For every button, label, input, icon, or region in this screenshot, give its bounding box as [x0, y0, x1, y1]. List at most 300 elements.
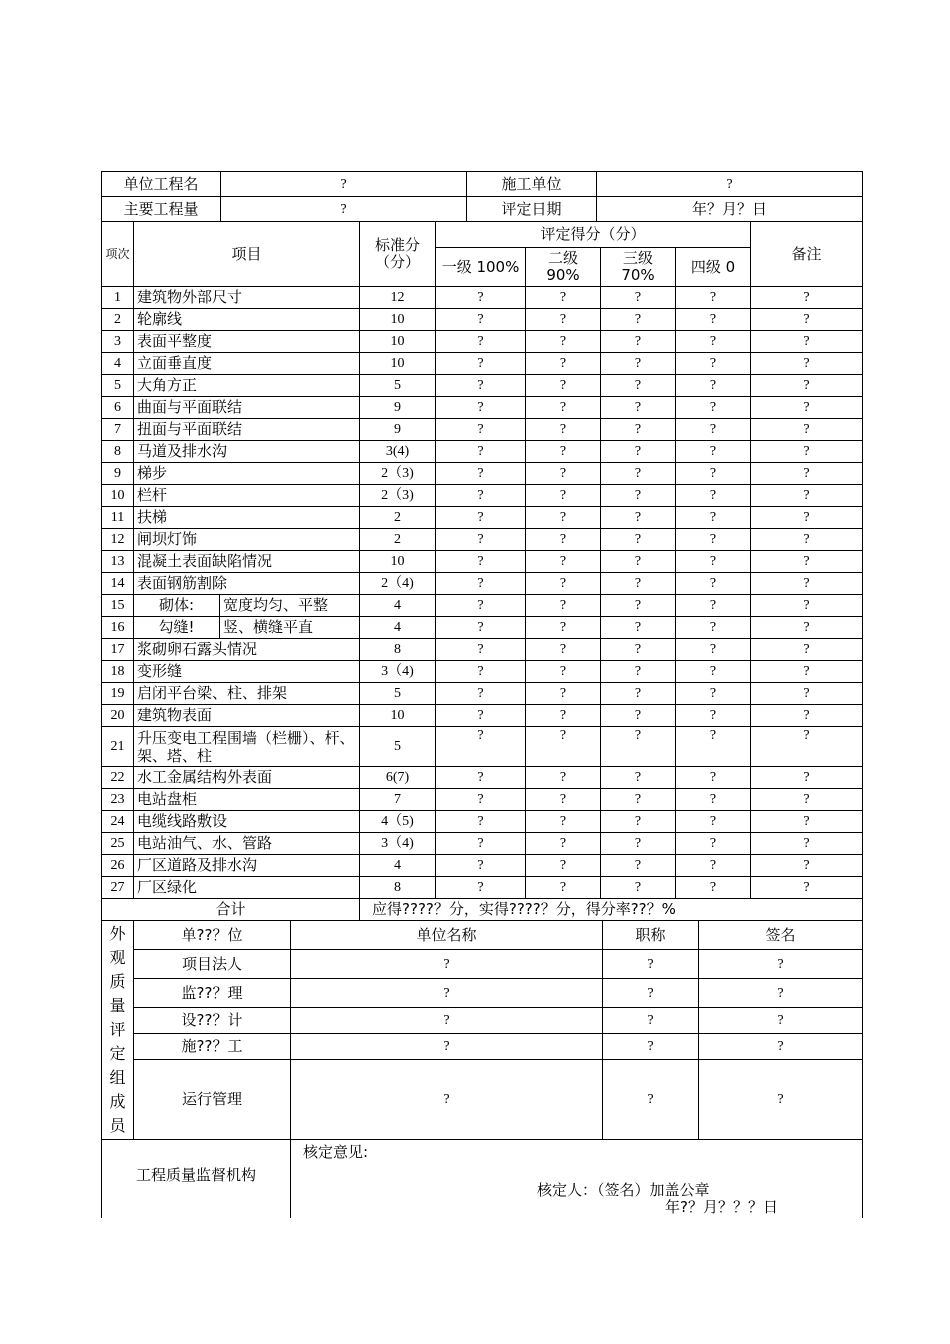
row-grade4-cell: ? [676, 877, 751, 899]
score-rows [102, 287, 863, 899]
row-grade3-cell: ? [601, 789, 676, 811]
row-grade1-cell: ? [436, 375, 526, 397]
col-index-header: 项次 [102, 222, 134, 287]
row-item: 轮廓线 [134, 309, 360, 331]
row-item: 厂区道路及排水沟 [134, 855, 360, 877]
row-grade4-cell: ? [676, 353, 751, 375]
row-item: 闸坝灯饰 [134, 529, 360, 551]
row-grade1-cell: ? [436, 767, 526, 789]
row-grade1-cell: ? [436, 441, 526, 463]
supervision-opinion-cell [291, 1140, 863, 1218]
row-item: 马道及排水沟 [134, 441, 360, 463]
row-index: 1 [102, 287, 134, 309]
row-grade1-cell: ? [436, 353, 526, 375]
row-grade1-cell: ? [436, 419, 526, 441]
committee-col-unit: 单??？位 [134, 921, 291, 950]
row-grade1-cell: ? [436, 683, 526, 705]
col-grade3-header: 三级 70% [601, 248, 676, 287]
total-text: 应得????？分，实得????？分，得分率??？% [360, 899, 863, 921]
committee-title-cell: ? [603, 1060, 699, 1140]
row-standard-score: 6(7) [360, 767, 436, 789]
row-index: 3 [102, 331, 134, 353]
col-remark-header: 备注 [751, 222, 863, 287]
table-row [102, 661, 863, 683]
row-index: 19 [102, 683, 134, 705]
row-grade4-cell: ? [676, 331, 751, 353]
row-standard-score: 8 [360, 639, 436, 661]
row-index: 6 [102, 397, 134, 419]
supervision-label: 工程质量监督机构 [102, 1140, 291, 1218]
row-remark-cell: ? [751, 573, 863, 595]
row-grade2-cell: ? [526, 463, 601, 485]
col-score-group-header: 评定得分（分） [436, 222, 751, 248]
row-item: 表面平整度 [134, 331, 360, 353]
table-row [102, 353, 863, 375]
committee-col-name: 单位名称 [291, 921, 603, 950]
supervision-signer: 核定人：（签名）加盖公章 [537, 1181, 710, 1199]
row-grade4-cell: ? [676, 507, 751, 529]
row-standard-score: 8 [360, 877, 436, 899]
table-row [102, 529, 863, 551]
row-remark-cell: ? [751, 419, 863, 441]
row-grade4-cell: ? [676, 397, 751, 419]
row-grade2-cell: ? [526, 683, 601, 705]
supervision-opinion: 核定意见: [303, 1143, 369, 1161]
row-grade4-cell: ? [676, 855, 751, 877]
row-grade2-cell: ? [526, 639, 601, 661]
row-index: 9 [102, 463, 134, 485]
table-row [102, 639, 863, 661]
unit-name-label: 单位工程名 [102, 172, 221, 197]
row-grade1-cell: ? [436, 485, 526, 507]
row-item-part-b: 竖、横缝平直 [220, 617, 360, 639]
row-grade1-cell: ? [436, 573, 526, 595]
committee-title-cell: ? [603, 1034, 699, 1060]
row-grade4-cell: ? [676, 595, 751, 617]
row-index: 12 [102, 529, 134, 551]
row-standard-score: 10 [360, 705, 436, 727]
row-standard-score: 4 [360, 595, 436, 617]
row-grade3-cell: ? [601, 309, 676, 331]
row-index: 24 [102, 811, 134, 833]
row-remark-cell: ? [751, 661, 863, 683]
row-item: 电缆线路敷设 [134, 811, 360, 833]
committee-table [101, 920, 863, 1140]
row-item: 大角方正 [134, 375, 360, 397]
row-grade4-cell: ? [676, 529, 751, 551]
row-standard-score: 12 [360, 287, 436, 309]
row-grade4-cell: ? [676, 811, 751, 833]
row-standard-score: 3(4) [360, 441, 436, 463]
row-grade2-cell: ? [526, 833, 601, 855]
row-item: 电站盘柜 [134, 789, 360, 811]
row-grade3-cell: ? [601, 419, 676, 441]
row-grade1-cell: ? [436, 507, 526, 529]
table-row [102, 463, 863, 485]
row-item: 升压变电工程围墙（栏栅）、杆、架、塔、柱 [134, 727, 360, 767]
row-grade2-cell: ? [526, 331, 601, 353]
row-grade4-cell: ? [676, 485, 751, 507]
row-grade2-cell: ? [526, 661, 601, 683]
row-grade2-cell: ? [526, 617, 601, 639]
row-grade3-cell: ? [601, 485, 676, 507]
committee-unit-construction: 施??？工 [134, 1034, 291, 1060]
row-grade1-cell: ? [436, 661, 526, 683]
row-remark-cell: ? [751, 331, 863, 353]
row-grade1-cell: ? [436, 789, 526, 811]
row-remark-cell: ? [751, 309, 863, 331]
row-grade2-cell: ? [526, 507, 601, 529]
table-row [102, 855, 863, 877]
row-index: 7 [102, 419, 134, 441]
row-grade3-cell: ? [601, 833, 676, 855]
row-grade3-cell: ? [601, 877, 676, 899]
row-standard-score: 5 [360, 683, 436, 705]
row-item: 梯步 [134, 463, 360, 485]
row-item-part-a: 勾缝! [134, 617, 220, 639]
row-grade2-cell: ? [526, 855, 601, 877]
row-remark-cell: ? [751, 811, 863, 833]
row-grade2-cell: ? [526, 375, 601, 397]
row-item: 栏杆 [134, 485, 360, 507]
row-remark-cell: ? [751, 639, 863, 661]
evaluation-form [101, 171, 862, 1218]
row-index: 22 [102, 767, 134, 789]
supervision-table [101, 1139, 863, 1218]
row-item: 变形缝 [134, 661, 360, 683]
row-grade4-cell: ? [676, 441, 751, 463]
row-grade1-cell: ? [436, 727, 526, 767]
table-row [102, 375, 863, 397]
row-index: 14 [102, 573, 134, 595]
row-grade4-cell: ? [676, 705, 751, 727]
row-grade2-cell: ? [526, 287, 601, 309]
row-grade4-cell: ? [676, 419, 751, 441]
row-grade4-cell: ? [676, 375, 751, 397]
row-item: 厂区绿化 [134, 877, 360, 899]
row-standard-score: 3（4) [360, 661, 436, 683]
row-item: 立面垂直度 [134, 353, 360, 375]
row-grade4-cell: ? [676, 287, 751, 309]
row-grade2-cell: ? [526, 767, 601, 789]
row-standard-score: 2（3) [360, 463, 436, 485]
row-item: 启闭平台梁、柱、排架 [134, 683, 360, 705]
row-remark-cell: ? [751, 833, 863, 855]
eval-date-value: 年？月？日 [597, 197, 863, 222]
committee-unit-operation: 运行管理 [134, 1060, 291, 1140]
row-index: 16 [102, 617, 134, 639]
row-index: 2 [102, 309, 134, 331]
committee-title-cell: ? [603, 1008, 699, 1034]
row-grade3-cell: ? [601, 375, 676, 397]
committee-title-cell: ? [603, 950, 699, 979]
committee-sign-cell: ? [699, 950, 863, 979]
table-row [102, 441, 863, 463]
committee-name-cell: ? [291, 950, 603, 979]
row-standard-score: 9 [360, 419, 436, 441]
row-grade4-cell: ? [676, 617, 751, 639]
row-grade4-cell: ? [676, 683, 751, 705]
row-grade3-cell: ? [601, 705, 676, 727]
row-grade4-cell: ? [676, 573, 751, 595]
col-item-header: 项目 [134, 222, 360, 287]
table-row [102, 287, 863, 309]
row-remark-cell: ? [751, 507, 863, 529]
row-standard-score: 4 [360, 855, 436, 877]
row-grade2-cell: ? [526, 353, 601, 375]
row-index: 13 [102, 551, 134, 573]
row-grade1-cell: ? [436, 877, 526, 899]
row-grade2-cell: ? [526, 789, 601, 811]
row-item: 电站油气、水、管路 [134, 833, 360, 855]
row-remark-cell: ? [751, 485, 863, 507]
table-row [102, 617, 863, 639]
committee-title-cell: ? [603, 979, 699, 1008]
row-grade2-cell: ? [526, 397, 601, 419]
row-standard-score: 2（3) [360, 485, 436, 507]
committee-sign-cell: ? [699, 1060, 863, 1140]
row-index: 21 [102, 727, 134, 767]
row-grade4-cell: ? [676, 463, 751, 485]
row-remark-cell: ? [751, 551, 863, 573]
row-index: 26 [102, 855, 134, 877]
row-grade4-cell: ? [676, 309, 751, 331]
row-grade3-cell: ? [601, 617, 676, 639]
construction-unit-label: 施工单位 [467, 172, 597, 197]
row-grade4-cell: ? [676, 833, 751, 855]
committee-name-cell: ? [291, 979, 603, 1008]
col-grade1-header: 一级 100% [436, 248, 526, 287]
row-remark-cell: ? [751, 441, 863, 463]
table-row [102, 595, 863, 617]
row-remark-cell: ? [751, 789, 863, 811]
row-remark-cell: ? [751, 595, 863, 617]
row-remark-cell: ? [751, 705, 863, 727]
table-row [102, 789, 863, 811]
table-row [102, 811, 863, 833]
row-grade1-cell: ? [436, 287, 526, 309]
table-row [102, 877, 863, 899]
row-grade2-cell: ? [526, 705, 601, 727]
row-standard-score: 4（5) [360, 811, 436, 833]
row-index: 5 [102, 375, 134, 397]
table-row [102, 419, 863, 441]
committee-col-sign: 签名 [699, 921, 863, 950]
row-grade3-cell: ? [601, 463, 676, 485]
col-grade2-header: 二级 90% [526, 248, 601, 287]
row-grade1-cell: ? [436, 463, 526, 485]
row-index: 4 [102, 353, 134, 375]
row-remark-cell: ? [751, 463, 863, 485]
construction-unit-value: ? [597, 172, 863, 197]
row-grade3-cell: ? [601, 507, 676, 529]
row-grade1-cell: ? [436, 397, 526, 419]
row-grade4-cell: ? [676, 551, 751, 573]
row-remark-cell: ? [751, 529, 863, 551]
row-grade1-cell: ? [436, 705, 526, 727]
supervision-date: 年?？月？？？日 [665, 1198, 778, 1216]
row-remark-cell: ? [751, 767, 863, 789]
table-row [102, 833, 863, 855]
row-grade3-cell: ? [601, 353, 676, 375]
row-index: 18 [102, 661, 134, 683]
row-grade3-cell: ? [601, 441, 676, 463]
score-table [101, 221, 863, 921]
row-item: 曲面与平面联结 [134, 397, 360, 419]
committee-sign-cell: ? [699, 1008, 863, 1034]
table-row [102, 727, 863, 767]
row-grade2-cell: ? [526, 529, 601, 551]
committee-unit-legal: 项目法人 [134, 950, 291, 979]
row-standard-score: 10 [360, 309, 436, 331]
row-index: 25 [102, 833, 134, 855]
row-standard-score: 4 [360, 617, 436, 639]
committee-unit-design: 设??？计 [134, 1008, 291, 1034]
row-item: 水工金属结构外表面 [134, 767, 360, 789]
header-table [101, 171, 863, 222]
row-grade2-cell: ? [526, 419, 601, 441]
row-grade1-cell: ? [436, 617, 526, 639]
row-grade3-cell: ? [601, 331, 676, 353]
row-grade1-cell: ? [436, 595, 526, 617]
row-grade3-cell: ? [601, 767, 676, 789]
row-grade2-cell: ? [526, 727, 601, 767]
row-index: 8 [102, 441, 134, 463]
main-quantity-value: ? [221, 197, 467, 222]
row-standard-score: 5 [360, 375, 436, 397]
row-grade3-cell: ? [601, 551, 676, 573]
row-grade1-cell: ? [436, 833, 526, 855]
row-grade3-cell: ? [601, 529, 676, 551]
row-grade1-cell: ? [436, 309, 526, 331]
row-grade2-cell: ? [526, 595, 601, 617]
row-grade2-cell: ? [526, 877, 601, 899]
row-grade3-cell: ? [601, 811, 676, 833]
row-grade3-cell: ? [601, 661, 676, 683]
row-remark-cell: ? [751, 727, 863, 767]
row-remark-cell: ? [751, 855, 863, 877]
row-grade1-cell: ? [436, 811, 526, 833]
row-grade4-cell: ? [676, 727, 751, 767]
row-grade4-cell: ? [676, 789, 751, 811]
table-row [102, 507, 863, 529]
row-index: 11 [102, 507, 134, 529]
row-index: 27 [102, 877, 134, 899]
row-index: 20 [102, 705, 134, 727]
table-row [102, 331, 863, 353]
row-item: 浆砌卵石露头情况 [134, 639, 360, 661]
row-standard-score: 10 [360, 353, 436, 375]
table-row [102, 573, 863, 595]
committee-name-cell: ? [291, 1008, 603, 1034]
committee-side-label: 外观质量评定组成员 [102, 921, 134, 1140]
row-standard-score: 10 [360, 551, 436, 573]
row-grade2-cell: ? [526, 551, 601, 573]
table-row [102, 309, 863, 331]
row-item: 扭面与平面联结 [134, 419, 360, 441]
row-remark-cell: ? [751, 287, 863, 309]
committee-name-cell: ? [291, 1034, 603, 1060]
row-grade1-cell: ? [436, 331, 526, 353]
row-grade3-cell: ? [601, 573, 676, 595]
table-row [102, 767, 863, 789]
total-label: 合计 [102, 899, 360, 921]
table-row [102, 397, 863, 419]
row-grade3-cell: ? [601, 397, 676, 419]
row-standard-score: 2 [360, 507, 436, 529]
row-item-part-b: 宽度均匀、平整 [220, 595, 360, 617]
row-standard-score: 9 [360, 397, 436, 419]
row-grade1-cell: ? [436, 855, 526, 877]
unit-name-value: ? [221, 172, 467, 197]
row-index: 10 [102, 485, 134, 507]
row-item: 建筑物外部尺寸 [134, 287, 360, 309]
row-grade4-cell: ? [676, 661, 751, 683]
row-index: 23 [102, 789, 134, 811]
main-quantity-label: 主要工程量 [102, 197, 221, 222]
committee-unit-supervision: 监??？理 [134, 979, 291, 1008]
committee-sign-cell: ? [699, 979, 863, 1008]
row-standard-score: 10 [360, 331, 436, 353]
row-remark-cell: ? [751, 397, 863, 419]
row-grade3-cell: ? [601, 683, 676, 705]
row-item: 混凝土表面缺陷情况 [134, 551, 360, 573]
row-grade3-cell: ? [601, 287, 676, 309]
row-standard-score: 5 [360, 727, 436, 767]
eval-date-label: 评定日期 [467, 197, 597, 222]
row-remark-cell: ? [751, 375, 863, 397]
row-grade2-cell: ? [526, 811, 601, 833]
col-grade4-header: 四级 0 [676, 248, 751, 287]
col-standard-header: 标准分（分） [360, 222, 436, 287]
row-grade2-cell: ? [526, 441, 601, 463]
row-standard-score: 2（4) [360, 573, 436, 595]
row-grade3-cell: ? [601, 855, 676, 877]
row-grade1-cell: ? [436, 551, 526, 573]
row-index: 17 [102, 639, 134, 661]
row-grade1-cell: ? [436, 639, 526, 661]
row-grade1-cell: ? [436, 529, 526, 551]
row-standard-score: 3（4) [360, 833, 436, 855]
row-item-part-a: 砌体: [134, 595, 220, 617]
row-remark-cell: ? [751, 877, 863, 899]
row-item: 表面钢筋割除 [134, 573, 360, 595]
row-grade3-cell: ? [601, 639, 676, 661]
row-grade4-cell: ? [676, 767, 751, 789]
table-row [102, 705, 863, 727]
row-item: 建筑物表面 [134, 705, 360, 727]
row-grade3-cell: ? [601, 727, 676, 767]
row-remark-cell: ? [751, 617, 863, 639]
row-grade2-cell: ? [526, 309, 601, 331]
row-grade4-cell: ? [676, 639, 751, 661]
row-item: 扶梯 [134, 507, 360, 529]
committee-sign-cell: ? [699, 1034, 863, 1060]
row-remark-cell: ? [751, 353, 863, 375]
row-grade2-cell: ? [526, 573, 601, 595]
row-grade3-cell: ? [601, 595, 676, 617]
row-remark-cell: ? [751, 683, 863, 705]
row-standard-score: 7 [360, 789, 436, 811]
row-grade2-cell: ? [526, 485, 601, 507]
row-index: 15 [102, 595, 134, 617]
table-row [102, 683, 863, 705]
row-standard-score: 2 [360, 529, 436, 551]
table-row [102, 485, 863, 507]
committee-col-title: 职称 [603, 921, 699, 950]
committee-name-cell: ? [291, 1060, 603, 1140]
table-row [102, 551, 863, 573]
